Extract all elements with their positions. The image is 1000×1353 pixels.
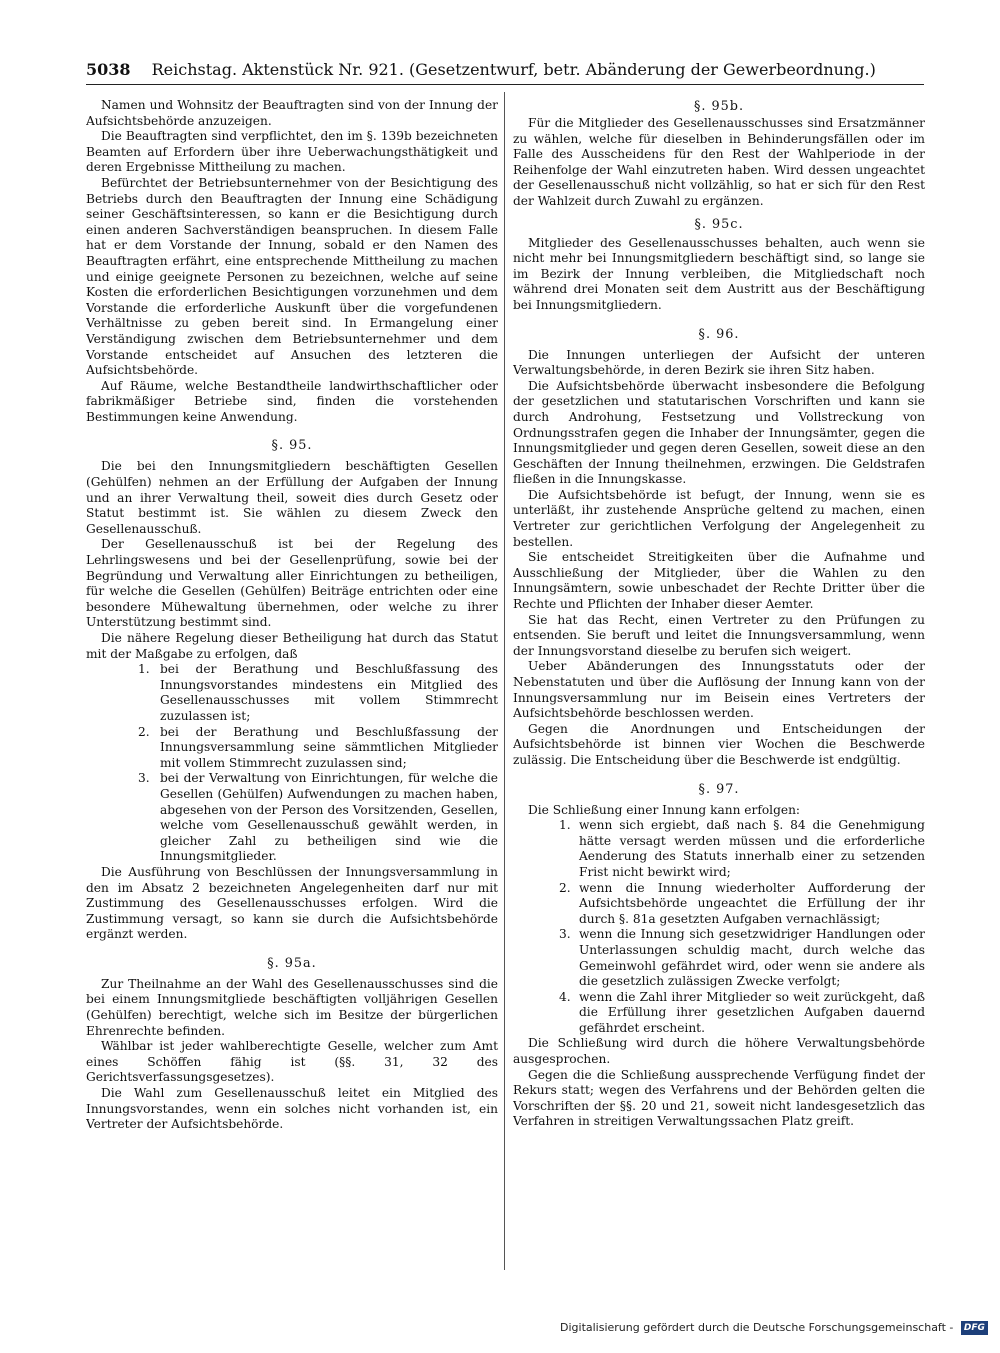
column-divider	[504, 92, 505, 1270]
paragraph: Die Beauftragten sind verpflichtet, den im §. 139b bezeichneten Beamten auf Erfordern über ihre Ueberwachungsthätigkeit und deren Ergebnisse Mittheilung zu machen.	[86, 129, 498, 175]
paragraph: Gegen die die Schließung aussprechende Verfügung findet der Rekurs statt; wegen des Verfahrens und der Behörden gelten die Vorschriften der §§. 20 und 21, soweit nicht landesgesetzlich das Verfahren in streitigen Verwaltungssachen Platz greift.	[513, 1067, 925, 1129]
list-number: 3.	[138, 771, 150, 786]
page-header	[86, 58, 926, 82]
numbered-list	[513, 818, 925, 1036]
paragraph: Die Schließung wird durch die höhere Verwaltungsbehörde ausgesprochen.	[513, 1036, 925, 1067]
section-heading-95c: §. 95c.	[694, 216, 744, 232]
section-heading-97: §. 97.	[698, 781, 740, 797]
list-item	[513, 881, 925, 928]
paragraph: Die Aufsichtsbehörde ist befugt, der Innung, wenn sie es unterläßt, ihr zustehende Ansprüche geltend zu machen, einen Vertreter zur gerichtlichen Verfolgung der Angelegenheit zu bestellen.	[513, 487, 925, 549]
paragraph: Die nähere Regelung dieser Betheiligung hat durch das Statut mit der Maßgabe zu erfolgen, daß	[86, 631, 498, 661]
paragraph: Auf Räume, welche Bestandtheile landwirthschaftlicher oder fabrikmäßiger Betriebe sind, finden die vorstehenden Bestimmungen keine Anwendung.	[86, 378, 498, 424]
paragraph: Ueber Abänderungen des Innungsstatuts oder der Nebenstatuten und über die Auflösung der Innung kann von der Innungsversammlung nur im Beisein eines Vertreters der Aufsichtsbehörde beschlossen werden.	[513, 659, 925, 721]
paragraph: Die Schließung einer Innung kann erfolgen:	[528, 802, 801, 817]
list-text: bei der Berathung und Beschlußfassung des Innungsvorstandes mindestens ein Mitglied des Gesellenausschusses mit vollem Stimmrecht zuzulassen ist;	[160, 662, 498, 723]
paragraph: Die Aufsichtsbehörde überwacht insbesondere die Befolgung der gesetzlichen und statutarischen Vorschriften und kann sie durch Androhung, Festsetzung und Vollstreckung von Ordnungsstrafen gegen die Inhaber der Innungsämter, gegen die Innungsmitglieder und gegen deren Gesellen, soweit diese an den Geschäften der Innung theilnehmen, erzwingen. Die Geldstrafen fließen in die Innungskasse.	[513, 378, 925, 487]
paragraph: Wählbar ist jeder wahlberechtigte Geselle, welcher zum Amt eines Schöffen fähig ist (§§. 31, 32 des Gerichtsverfassungsgesetzes).	[86, 1039, 498, 1085]
paragraph: Die bei den Innungsmitgliedern beschäftigten Gesellen (Gehülfen) nehmen an der Erfüllung der Aufgaben der Innung und an ihrer Verwaltung theil, soweit dies durch Gesetz oder Statut bestimmt ist. Sie wählen zu diesem Zweck den Gesellenausschuß.	[86, 459, 498, 536]
section-heading-95b: §. 95b.	[693, 99, 745, 114]
list-item	[513, 818, 925, 880]
right-column	[513, 98, 925, 1274]
paragraph: Der Gesellenausschuß ist bei der Regelung des Lehrlingswesens und bei der Gesellenprüfung, sowie bei der Begründung und Verwaltung aller Einrichtungen zu betheiligen, für welche die Gesellen (Gehülfen) Beiträge entrichten oder eine besondere Mühewaltung übernehmen, oder welche zu ihrer Unterstützung bestimmt sind.	[86, 537, 498, 630]
header-rule	[86, 84, 924, 85]
list-item	[86, 662, 498, 724]
paragraph: Mitglieder des Gesellenausschusses behalten, auch wenn sie nicht mehr bei Innungsmitgliedern beschäftigt sind, so lange sie im Bezirk der Innung verbleiben, die Mitgliedschaft noch während drei Monaten seit dem Austritt aus der Beschäftigung bei Innungsmitgliedern.	[513, 235, 925, 312]
paragraph: Die Innungen unterliegen der Aufsicht der unteren Verwaltungsbehörde, in deren Bezirk sie ihren Sitz haben.	[513, 347, 925, 378]
list-number: 2.	[559, 880, 571, 895]
paragraph: Zur Theilnahme an der Wahl des Gesellenausschusses sind die bei einem Innungsmitgliede beschäftigten volljährigen Gesellen (Gehülfen) berechtigt, welche sich im Besitze der bürgerlichen Ehrenrechte befinden.	[86, 976, 498, 1038]
digitization-footer	[560, 1318, 1000, 1338]
list-number: 1.	[559, 818, 571, 833]
list-item	[513, 927, 925, 989]
left-column	[86, 98, 498, 1274]
list-number: 1.	[138, 662, 150, 677]
paragraph: Für die Mitglieder des Gesellenausschusses sind Ersatzmänner zu wählen, welche für dieselben in Behinderungsfällen oder im Falle des Ausscheidens für den Rest der Wahlperiode in der Reihenfolge der Wahl einzutreten haben. Wird dessen ungeachtet der Gesellenausschuß nicht vollzählig, so hat er sich für den Rest der Wahlzeit durch Zuwahl zu ergänzen.	[513, 116, 925, 208]
paragraph: Sie hat das Recht, einen Vertreter zu den Prüfungen zu entsenden. Sie beruft und leitet die Innungsversammlung, wenn der Innungsvorstand dieselbe zu berufen sich weigert.	[513, 612, 925, 658]
list-number: 2.	[138, 724, 150, 739]
list-item	[86, 771, 498, 865]
section-heading-96: §. 96.	[698, 326, 740, 342]
list-number: 3.	[559, 927, 571, 942]
list-number: 4.	[559, 989, 571, 1004]
list-text: wenn sich ergiebt, daß nach §. 84 die Genehmigung hätte versagt werden müssen und die erforderliche Aenderung des Statuts innerhalb einer zu setzenden Frist nicht bewirkt wird;	[579, 818, 925, 879]
running-title: Reichstag. Aktenstück Nr. 921. (Gesetzentwurf, betr. Abänderung der Gewerbeordnung.)	[151, 60, 876, 79]
footer-credit: Digitalisierung gefördert durch die Deutsche Forschungsgemeinschaft -	[560, 1321, 954, 1334]
list-item	[86, 725, 498, 772]
paragraph: Die Wahl zum Gesellenausschuß leitet ein Mitglied des Innungsvorstandes, wenn ein solches nicht vorhanden ist, ein Vertreter der Aufsichtsbehörde.	[86, 1086, 498, 1132]
paragraph: Namen und Wohnsitz der Beauftragten sind von der Innung der Aufsichtsbehörde anzuzeigen.	[86, 98, 498, 128]
list-text: wenn die Innung sich gesetzwidriger Handlungen oder Unterlassungen schuldig macht, durch welche das Gemeinwohl gefährdet wird, oder wenn sie andere als die gesetzlich zulässigen Zwecke verfolgt;	[579, 927, 925, 989]
list-item	[513, 990, 925, 1037]
list-text: wenn die Innung wiederholter Aufforderung der Aufsichtsbehörde ungeachtet die Erfüllung der ihr durch §. 81a gesetzten Aufgaben vernachlässigt;	[579, 880, 925, 926]
paragraph: Sie entscheidet Streitigkeiten über die Aufnahme und Ausschließung der Mitglieder, über die Wahlen zu den Innungsämtern, sowie unbeschadet der Rechte Dritter über die Rechte und Pflichten der Inhaber dieser Aemter.	[513, 550, 925, 612]
page-number: 5038	[86, 60, 131, 79]
list-text: bei der Verwaltung von Einrichtungen, für welche die Gesellen (Gehülfen) Aufwendungen zu machen haben, abgesehen von der Person des Vorsitzenden, Gesellen, welche vom Gesellenausschuß gewählt werden, in gleicher Zahl zu betheiligen sind wie die Innungsmitglieder.	[160, 771, 498, 864]
list-text: bei der Berathung und Beschlußfassung der Innungsversammlung seine sämmtlichen Mitglieder mit vollem Stimmrecht zuzulassen sind;	[160, 724, 498, 770]
numbered-list	[86, 662, 498, 865]
paragraph: Befürchtet der Betriebsunternehmer von der Besichtigung des Betriebs durch den Beauftragten der Innung eine Schädigung seiner Geschäftsinteressen, so kann er die Besichtigung durch einen anderen Sachverständigen beanspruchen. In diesem Falle hat er dem Vorstande der Innung, sobald er den Namen des Beauftragten erfährt, eine entsprechende Mittheilung zu machen und einige geeignete Personen zu bezeichnen, welche auf seine Kosten die erforderlichen Besichtigungen vorzunehmen und dem Vorstande die erforderliche Auskunft über die vorgefundenen Verhältnisse zu geben bereit sind. In Ermangelung einer Verständigung zwischen dem Betriebsunternehmer und dem Vorstande entscheidet auf Ansuchen des letzteren die Aufsichtsbehörde.	[86, 175, 498, 378]
dfg-logo: DFG	[961, 1321, 988, 1335]
list-text: wenn die Zahl ihrer Mitglieder so weit zurückgeht, daß die Erfüllung ihrer gesetzlichen Aufgaben dauernd gefährdet erscheint.	[579, 989, 925, 1035]
paragraph: Gegen die Anordnungen und Entscheidungen der Aufsichtsbehörde ist binnen vier Wochen die Beschwerde zulässig. Die Entscheidung über die Beschwerde ist endgültig.	[513, 721, 925, 767]
section-heading-95: §. 95.	[271, 438, 313, 454]
paragraph: Die Ausführung von Beschlüssen der Innungsversammlung in den im Absatz 2 bezeichneten Angelegenheiten darf nur mit Zustimmung des Gesellenausschusses erfolgen. Wird die Zustimmung versagt, so kann sie durch die Aufsichtsbehörde ergänzt werden.	[86, 864, 498, 942]
section-heading-95a: §. 95a.	[267, 955, 317, 971]
